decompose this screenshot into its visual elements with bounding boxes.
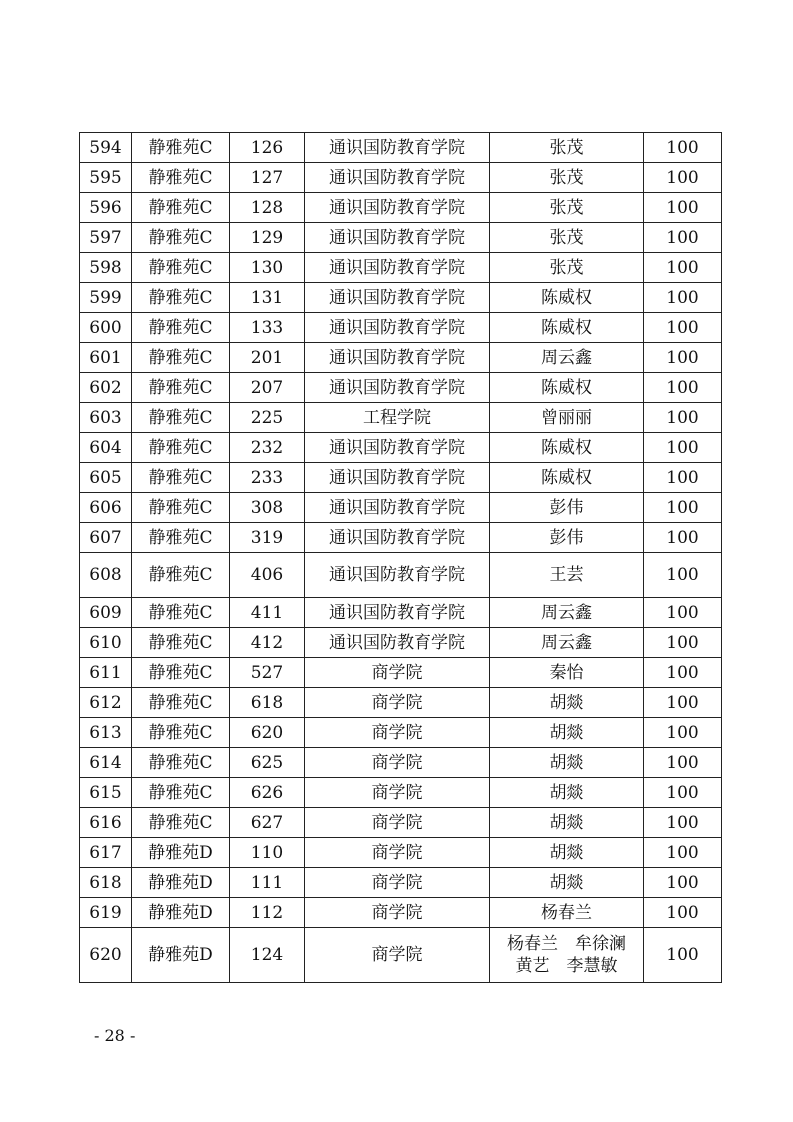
cell-person: 胡燚 xyxy=(490,808,644,838)
cell-college: 商学院 xyxy=(305,838,490,868)
cell-person: 陈威权 xyxy=(490,463,644,493)
cell-building: 静雅苑C xyxy=(132,628,230,658)
cell-college: 通识国防教育学院 xyxy=(305,598,490,628)
cell-no: 610 xyxy=(80,628,132,658)
cell-room: 627 xyxy=(230,808,305,838)
cell-building: 静雅苑C xyxy=(132,403,230,433)
cell-room: 201 xyxy=(230,343,305,373)
table-row xyxy=(80,523,722,553)
cell-no: 617 xyxy=(80,838,132,868)
cell-college: 通识国防教育学院 xyxy=(305,313,490,343)
cell-college: 通识国防教育学院 xyxy=(305,433,490,463)
cell-person: 周云鑫 xyxy=(490,343,644,373)
dormitory-table xyxy=(79,132,722,983)
cell-person: 杨春兰 xyxy=(490,898,644,928)
cell-score: 100 xyxy=(644,778,722,808)
cell-no: 611 xyxy=(80,658,132,688)
cell-person: 胡燚 xyxy=(490,688,644,718)
cell-room: 233 xyxy=(230,463,305,493)
cell-college: 商学院 xyxy=(305,658,490,688)
cell-college: 通识国防教育学院 xyxy=(305,163,490,193)
cell-no: 597 xyxy=(80,223,132,253)
table-row xyxy=(80,223,722,253)
cell-room: 411 xyxy=(230,598,305,628)
cell-room: 620 xyxy=(230,718,305,748)
cell-college: 商学院 xyxy=(305,748,490,778)
cell-no: 607 xyxy=(80,523,132,553)
cell-person: 胡燚 xyxy=(490,778,644,808)
cell-person: 陈威权 xyxy=(490,433,644,463)
cell-college: 通识国防教育学院 xyxy=(305,253,490,283)
cell-building: 静雅苑C xyxy=(132,493,230,523)
cell-building: 静雅苑C xyxy=(132,433,230,463)
table-row xyxy=(80,598,722,628)
cell-building: 静雅苑C xyxy=(132,343,230,373)
cell-no: 599 xyxy=(80,283,132,313)
person-line: 黄艺 李慧敏 xyxy=(515,956,618,976)
cell-score: 100 xyxy=(644,658,722,688)
table-row xyxy=(80,898,722,928)
cell-room: 225 xyxy=(230,403,305,433)
cell-building: 静雅苑C xyxy=(132,598,230,628)
cell-score: 100 xyxy=(644,838,722,868)
table-row xyxy=(80,553,722,598)
cell-person: 曾丽丽 xyxy=(490,403,644,433)
cell-college: 通识国防教育学院 xyxy=(305,553,490,598)
cell-room: 126 xyxy=(230,133,305,163)
cell-person: 陈威权 xyxy=(490,373,644,403)
table-row xyxy=(80,628,722,658)
cell-no: 600 xyxy=(80,313,132,343)
table-row xyxy=(80,868,722,898)
cell-college: 工程学院 xyxy=(305,403,490,433)
cell-person: 彭伟 xyxy=(490,493,644,523)
cell-building: 静雅苑C xyxy=(132,658,230,688)
cell-score: 100 xyxy=(644,493,722,523)
cell-person: 周云鑫 xyxy=(490,628,644,658)
cell-building: 静雅苑D xyxy=(132,838,230,868)
cell-no: 601 xyxy=(80,343,132,373)
cell-building: 静雅苑C xyxy=(132,373,230,403)
table-row xyxy=(80,838,722,868)
cell-person: 胡燚 xyxy=(490,748,644,778)
cell-person: 彭伟 xyxy=(490,523,644,553)
table-row xyxy=(80,253,722,283)
table-row xyxy=(80,433,722,463)
cell-no: 598 xyxy=(80,253,132,283)
cell-building: 静雅苑C xyxy=(132,553,230,598)
cell-no: 619 xyxy=(80,898,132,928)
cell-college: 商学院 xyxy=(305,868,490,898)
cell-score: 100 xyxy=(644,343,722,373)
cell-score: 100 xyxy=(644,313,722,343)
cell-no: 613 xyxy=(80,718,132,748)
cell-no: 606 xyxy=(80,493,132,523)
table-row xyxy=(80,313,722,343)
cell-college: 商学院 xyxy=(305,778,490,808)
cell-person: 王芸 xyxy=(490,553,644,598)
table-row xyxy=(80,343,722,373)
cell-no: 608 xyxy=(80,553,132,598)
cell-building: 静雅苑C xyxy=(132,748,230,778)
cell-college: 商学院 xyxy=(305,808,490,838)
cell-room: 130 xyxy=(230,253,305,283)
cell-college: 通识国防教育学院 xyxy=(305,628,490,658)
cell-person: 张茂 xyxy=(490,193,644,223)
cell-score: 100 xyxy=(644,928,722,983)
cell-person: 张茂 xyxy=(490,163,644,193)
cell-building: 静雅苑C xyxy=(132,463,230,493)
cell-no: 604 xyxy=(80,433,132,463)
cell-no: 603 xyxy=(80,403,132,433)
cell-room: 129 xyxy=(230,223,305,253)
cell-room: 110 xyxy=(230,838,305,868)
table-row xyxy=(80,403,722,433)
table-row xyxy=(80,718,722,748)
cell-score: 100 xyxy=(644,163,722,193)
cell-score: 100 xyxy=(644,253,722,283)
cell-person: 秦怡 xyxy=(490,658,644,688)
cell-college: 商学院 xyxy=(305,718,490,748)
cell-college: 通识国防教育学院 xyxy=(305,283,490,313)
table-row xyxy=(80,688,722,718)
cell-no: 615 xyxy=(80,778,132,808)
cell-room: 207 xyxy=(230,373,305,403)
cell-score: 100 xyxy=(644,898,722,928)
cell-room: 112 xyxy=(230,898,305,928)
table-row xyxy=(80,808,722,838)
cell-building: 静雅苑C xyxy=(132,223,230,253)
table-row xyxy=(80,658,722,688)
cell-score: 100 xyxy=(644,463,722,493)
table-row xyxy=(80,193,722,223)
cell-no: 605 xyxy=(80,463,132,493)
table-row xyxy=(80,778,722,808)
cell-building: 静雅苑D xyxy=(132,868,230,898)
cell-person: 陈威权 xyxy=(490,313,644,343)
cell-no: 602 xyxy=(80,373,132,403)
cell-building: 静雅苑C xyxy=(132,283,230,313)
cell-building: 静雅苑C xyxy=(132,163,230,193)
cell-room: 406 xyxy=(230,553,305,598)
cell-building: 静雅苑C xyxy=(132,688,230,718)
page-number: - 28 - xyxy=(94,1026,136,1045)
cell-college: 通识国防教育学院 xyxy=(305,373,490,403)
person-line: 杨春兰 牟徐澜 xyxy=(507,934,626,954)
cell-score: 100 xyxy=(644,688,722,718)
cell-building: 静雅苑D xyxy=(132,898,230,928)
cell-person: 胡燚 xyxy=(490,838,644,868)
cell-score: 100 xyxy=(644,193,722,223)
cell-building: 静雅苑C xyxy=(132,253,230,283)
cell-building: 静雅苑D xyxy=(132,928,230,983)
cell-room: 618 xyxy=(230,688,305,718)
cell-no: 595 xyxy=(80,163,132,193)
cell-room: 319 xyxy=(230,523,305,553)
cell-room: 111 xyxy=(230,868,305,898)
cell-room: 133 xyxy=(230,313,305,343)
cell-college: 通识国防教育学院 xyxy=(305,523,490,553)
cell-no: 596 xyxy=(80,193,132,223)
cell-score: 100 xyxy=(644,628,722,658)
cell-person: 张茂 xyxy=(490,253,644,283)
cell-person: 张茂 xyxy=(490,223,644,253)
cell-score: 100 xyxy=(644,553,722,598)
cell-no: 612 xyxy=(80,688,132,718)
table-row xyxy=(80,283,722,313)
cell-no: 616 xyxy=(80,808,132,838)
cell-college: 商学院 xyxy=(305,898,490,928)
cell-building: 静雅苑C xyxy=(132,193,230,223)
table-row xyxy=(80,463,722,493)
cell-score: 100 xyxy=(644,133,722,163)
cell-score: 100 xyxy=(644,808,722,838)
cell-person xyxy=(490,928,644,983)
cell-no: 609 xyxy=(80,598,132,628)
cell-room: 128 xyxy=(230,193,305,223)
cell-building: 静雅苑C xyxy=(132,718,230,748)
cell-room: 412 xyxy=(230,628,305,658)
cell-score: 100 xyxy=(644,403,722,433)
cell-room: 131 xyxy=(230,283,305,313)
cell-score: 100 xyxy=(644,523,722,553)
cell-score: 100 xyxy=(644,868,722,898)
table-row xyxy=(80,373,722,403)
cell-college: 通识国防教育学院 xyxy=(305,223,490,253)
cell-room: 308 xyxy=(230,493,305,523)
cell-person: 胡燚 xyxy=(490,868,644,898)
cell-room: 625 xyxy=(230,748,305,778)
cell-no: 618 xyxy=(80,868,132,898)
cell-score: 100 xyxy=(644,283,722,313)
cell-building: 静雅苑C xyxy=(132,808,230,838)
table-row xyxy=(80,928,722,983)
cell-building: 静雅苑C xyxy=(132,133,230,163)
cell-no: 614 xyxy=(80,748,132,778)
cell-no: 594 xyxy=(80,133,132,163)
table-row xyxy=(80,748,722,778)
cell-college: 通识国防教育学院 xyxy=(305,463,490,493)
cell-college: 通识国防教育学院 xyxy=(305,343,490,373)
cell-college: 通识国防教育学院 xyxy=(305,493,490,523)
cell-person: 陈威权 xyxy=(490,283,644,313)
cell-score: 100 xyxy=(644,748,722,778)
cell-room: 527 xyxy=(230,658,305,688)
cell-score: 100 xyxy=(644,433,722,463)
table-row xyxy=(80,493,722,523)
table-row xyxy=(80,133,722,163)
cell-building: 静雅苑C xyxy=(132,778,230,808)
cell-person: 周云鑫 xyxy=(490,598,644,628)
cell-score: 100 xyxy=(644,223,722,253)
cell-college: 通识国防教育学院 xyxy=(305,133,490,163)
cell-college: 商学院 xyxy=(305,928,490,983)
cell-score: 100 xyxy=(644,598,722,628)
cell-room: 232 xyxy=(230,433,305,463)
cell-room: 124 xyxy=(230,928,305,983)
cell-college: 商学院 xyxy=(305,688,490,718)
cell-college: 通识国防教育学院 xyxy=(305,193,490,223)
cell-building: 静雅苑C xyxy=(132,523,230,553)
cell-building: 静雅苑C xyxy=(132,313,230,343)
cell-room: 626 xyxy=(230,778,305,808)
cell-room: 127 xyxy=(230,163,305,193)
cell-no: 620 xyxy=(80,928,132,983)
cell-person: 胡燚 xyxy=(490,718,644,748)
cell-score: 100 xyxy=(644,718,722,748)
table-row xyxy=(80,163,722,193)
cell-person: 张茂 xyxy=(490,133,644,163)
cell-score: 100 xyxy=(644,373,722,403)
